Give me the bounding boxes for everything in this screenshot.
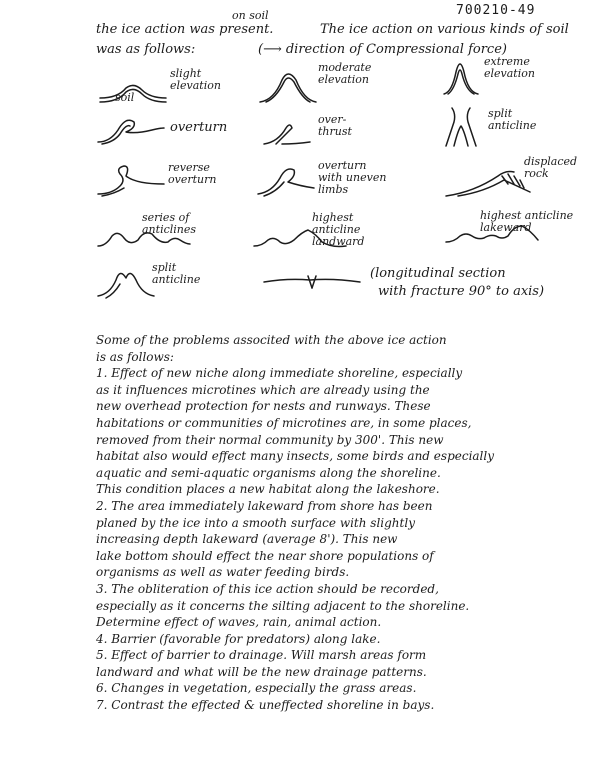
- document-id: 700210-49: [456, 3, 536, 18]
- label-highest-lakeward: highest anticline lakeward: [480, 209, 574, 234]
- sketch-longitudinal-section: [262, 274, 362, 290]
- note-on-soil: on soil: [232, 9, 269, 22]
- sketch-extreme-elevation: [442, 54, 482, 96]
- label-overturn-uneven-limbs: overturn with uneven limbs: [318, 159, 387, 196]
- intro-line-1-right: The ice action on various kinds of soil: [320, 22, 569, 37]
- text-line: 6. Changes in vegetation, especially the grass areas.: [96, 681, 417, 696]
- text-line: habitat also would effect many insects, some birds and especially: [96, 449, 495, 464]
- text-line: is as follows:: [96, 349, 174, 364]
- text-line: especially as it concerns the silting adjacent to the shoreline.: [96, 598, 470, 613]
- text-line: Some of the problems associted with the above ice action: [96, 333, 447, 347]
- text-line: 4. Barrier (favorable for predators) along lake.: [96, 631, 381, 646]
- label-overturn: overturn: [170, 120, 228, 135]
- text-line: 5. Effect of barrier to drainage. Will marsh areas form: [96, 648, 427, 663]
- text-line: new overhead protection for nests and runways. These: [96, 399, 431, 414]
- sketch-displaced-rock: [444, 162, 532, 198]
- label-moderate-elevation: moderate elevation: [318, 61, 372, 86]
- sketch-uneven-limbs: [256, 162, 316, 198]
- text-line: aquatic and semi-aquatic organisms along the shoreline.: [96, 465, 441, 480]
- text-line: lake bottom should effect the near shore populations of: [96, 548, 434, 563]
- label-reverse-overturn: reverse overturn: [168, 161, 217, 186]
- intro-line-2-right: (⟶ direction of Compressional force): [258, 42, 507, 57]
- label-highest-landward: highest anticline landward: [312, 211, 365, 248]
- label-extreme-elevation: extreme elevation: [484, 55, 535, 80]
- text-line: increasing depth lakeward (average 8'). This new: [96, 532, 398, 547]
- label-slight-elevation: slight elevation: [170, 67, 221, 92]
- text-line: 7. Contrast the effected & uneffected shoreline in bays.: [96, 698, 435, 713]
- label-soil: soil: [115, 91, 135, 104]
- sketch-reverse-overturn: [96, 162, 166, 198]
- label-split-anticline-2: split anticline: [152, 261, 201, 286]
- label-series-anticlines: series of anticlines: [142, 211, 197, 236]
- text-line: planed by the ice into a smooth surface with slightly: [96, 515, 415, 530]
- text-line: Determine effect of waves, rain, animal action.: [96, 615, 382, 630]
- sketch-split-anticline-1: [444, 104, 478, 148]
- text-line: This condition places a new habitat along the lakeshore.: [96, 482, 440, 497]
- label-longitudinal-line-2: with fracture 90° to axis): [378, 284, 545, 299]
- intro-line-2-left: was as follows:: [96, 42, 196, 57]
- sketch-overturn: [96, 114, 166, 146]
- sketch-split-anticline-2: [96, 264, 156, 300]
- label-split-anticline-1: split anticline: [488, 107, 537, 132]
- text-line: organisms as well as water feeding birds.: [96, 565, 350, 580]
- intro-line-1-left: the ice action was present.: [96, 22, 274, 37]
- label-overthrust: over- thrust: [318, 113, 352, 138]
- label-longitudinal-line-1: (longitudinal section: [370, 266, 506, 281]
- text-line: 3. The obliteration of this ice action should be recorded,: [96, 581, 439, 596]
- text-line: 2. The area immediately lakeward from shore has been: [96, 498, 433, 513]
- sketch-overthrust: [262, 116, 312, 148]
- text-line: removed from their normal community by 300'. This new: [96, 432, 444, 447]
- sketch-moderate-elevation: [258, 66, 318, 106]
- label-displaced-rock: displaced rock: [524, 155, 578, 180]
- problems-paragraph: [96, 332, 576, 714]
- text-line: habitations or communities of microtines are, in some places,: [96, 415, 472, 430]
- text-line: landward and what will be the new drainage patterns.: [96, 664, 427, 679]
- text-line: as it influences microtines which are already using the: [96, 382, 430, 397]
- text-line: 1. Effect of new niche along immediate shoreline, especially: [96, 366, 463, 381]
